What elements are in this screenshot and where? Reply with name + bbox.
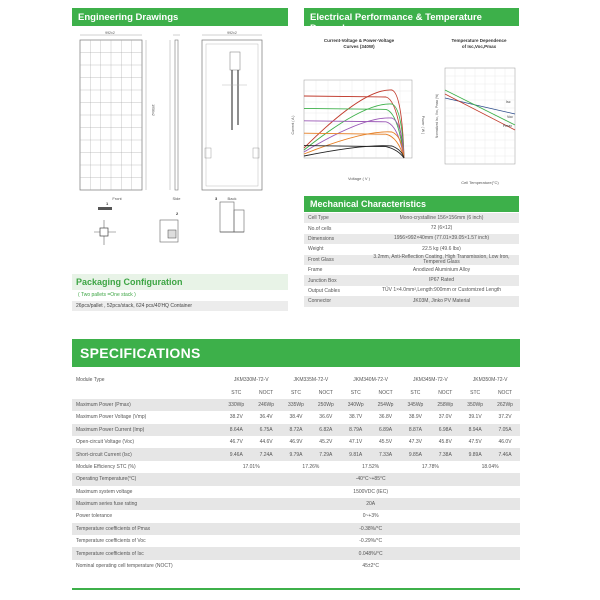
iv-y2label: Power ( W ) — [421, 115, 425, 135]
mechanical-row — [304, 265, 519, 275]
model-name: JKM340M-72-V — [353, 377, 388, 384]
shared-spec-label: Nominal operating cell temperature (NOCT) — [76, 563, 173, 570]
mechanical-row — [304, 213, 519, 223]
stc-header: STC — [290, 389, 301, 396]
spec-value: 47.1V — [349, 439, 363, 446]
mechanical-key: Cell Type — [304, 213, 364, 223]
spec-value: 6.89A — [371, 424, 401, 436]
spec-value: 45.2V — [319, 439, 333, 446]
mechanical-value: Mono-crystalline 156×156mm (6 inch) — [364, 213, 519, 223]
mechanical-row — [304, 255, 519, 265]
shared-spec-value: 45±2°C — [362, 563, 380, 570]
mechanical-row — [304, 244, 519, 254]
shared-spec-value: -0.38%/°C — [221, 523, 520, 535]
spec-value: 38.4V — [289, 414, 303, 421]
shared-spec-value: 20A — [221, 498, 520, 510]
spec-value: 36.8V — [379, 414, 393, 421]
shared-spec-value: 0~+3% — [362, 513, 379, 520]
mechanical-title: Mechanical Characteristics — [310, 199, 427, 209]
shared-spec-label: Operating Temperature(°C) — [72, 473, 221, 485]
spec-value: 47.3V — [408, 439, 422, 446]
efficiency-label: Module Efficiency STC (%) — [76, 463, 136, 470]
side-view-drawing — [170, 35, 180, 190]
spec-value: 8.64A — [221, 424, 251, 436]
shared-spec-row — [72, 473, 520, 485]
front-width-label: 992±2 — [105, 31, 115, 35]
shared-spec-label: Power tolerance — [76, 513, 113, 520]
efficiency-row — [72, 461, 520, 473]
spec-row — [72, 411, 520, 423]
specifications-header — [72, 339, 520, 367]
iv-chart-title: Current-Voltage & Power-Voltage — [323, 38, 395, 43]
spec-value: 38.7V — [349, 414, 363, 421]
spec-value: 340Wp — [341, 399, 371, 411]
noct-header: NOCT — [497, 389, 513, 396]
noct-header: NOCT — [318, 389, 333, 396]
mechanical-row — [304, 275, 519, 285]
specifications-table — [72, 374, 520, 572]
noct-header: NOCT — [259, 389, 274, 396]
spec-value: 36.6V — [319, 414, 333, 421]
temp-ylabel: Normalized Isc, Voc, Pmax (%) — [435, 94, 439, 138]
legend-voc: Voc — [507, 115, 513, 119]
legend-pmax: Pmax — [503, 124, 512, 128]
shared-spec-row — [72, 498, 520, 510]
spec-value: 9.89A — [460, 448, 490, 460]
shared-spec-row — [72, 523, 520, 535]
temp-chart-title: Temperature Dependence — [451, 38, 507, 43]
model-name: JKM345M-72-V — [412, 377, 448, 384]
spec-value: 39.1V — [468, 414, 482, 421]
stc-header: STC — [231, 389, 242, 396]
shared-spec-row — [72, 486, 520, 498]
iv-xlabel: Voltage ( V ) — [347, 176, 371, 181]
front-view-drawing — [80, 31, 155, 190]
mechanical-header — [304, 196, 519, 212]
spec-value: 9.79A — [281, 448, 311, 460]
spec-value: 7.24A — [251, 448, 281, 460]
spec-value: 6.75A — [251, 424, 281, 436]
spec-label: Open-circuit Voltage (Voc) — [76, 439, 135, 446]
spec-value: 38.9V — [408, 414, 422, 421]
mechanical-key: No.of cells — [308, 225, 332, 232]
detail-label-2: 2 — [176, 211, 179, 216]
spec-value: 330Wp — [221, 399, 251, 411]
side-view-label: Side — [172, 196, 181, 201]
mechanical-row — [304, 296, 519, 306]
efficiency-value: 18.04% — [481, 463, 499, 470]
spec-value: 45.5V — [379, 439, 393, 446]
spec-label: Maximum Power Voltage (Vmp) — [76, 414, 147, 421]
spec-value: 262Wp — [490, 399, 520, 411]
spec-value: 7.05A — [490, 424, 520, 436]
back-width-label: 992±2 — [227, 31, 237, 35]
spec-value: 335Wp — [281, 399, 311, 411]
spec-label: Maximum Power (Pmax) — [72, 399, 221, 411]
mechanical-key: Output Cables — [308, 287, 340, 294]
iv-chart-subtitle: Curves (340W) — [343, 44, 375, 49]
electrical-title: Electrical Performance & Temperature Dependence — [310, 12, 482, 34]
spec-value: 7.38A — [430, 448, 460, 460]
spec-value: 37.0V — [438, 414, 452, 421]
spec-value: 9.85A — [400, 448, 430, 460]
temp-chart-plot — [445, 68, 515, 164]
efficiency-value: 17.78% — [421, 463, 439, 470]
spec-row — [72, 399, 520, 411]
mechanical-value: TÜV 1×4.0mm²,Length:900mm or Customized Length — [381, 287, 502, 294]
shared-spec-row — [72, 560, 520, 572]
front-view-label: Front — [112, 196, 122, 201]
spec-value: 7.29A — [311, 448, 341, 460]
detail-drawing-2 — [160, 211, 179, 242]
efficiency-value: 17.26% — [302, 463, 320, 470]
spec-value: 258Wp — [430, 399, 460, 411]
spec-value: 46.0V — [498, 439, 512, 446]
shared-spec-label: Temperature coefficients of Isc — [72, 547, 221, 559]
spec-value: 7.46A — [490, 448, 520, 460]
noct-header: NOCT — [378, 389, 393, 396]
mechanical-row — [304, 223, 519, 233]
detail-label-3: 3 — [215, 196, 218, 201]
spec-value: 6.98A — [430, 424, 460, 436]
spec-value: 8.72A — [281, 424, 311, 436]
mechanical-value: 1956×992×40mm (77.01×39.05×1.57 inch) — [364, 234, 519, 244]
electrical-performance-header — [304, 8, 519, 34]
spec-label: Short-circuit Current (Isc) — [72, 448, 221, 460]
engineering-drawings-header — [72, 8, 288, 26]
spec-value: 37.2V — [498, 414, 512, 421]
legend-isc: Isc — [506, 100, 511, 104]
spec-value: 9.81A — [341, 448, 371, 460]
packaging-line: 26pcs/pallet , 52pcs/stack, 624 pcs/40'HQ Container — [72, 301, 288, 311]
mechanical-key: Frame — [308, 267, 323, 274]
spec-value: 8.87A — [400, 424, 430, 436]
stc-header: STC — [410, 389, 421, 396]
iv-chart-plot — [304, 80, 412, 158]
shared-spec-row — [72, 547, 520, 559]
spec-value: 46.9V — [289, 439, 303, 446]
mechanical-row — [304, 234, 519, 244]
mechanical-row — [304, 286, 519, 296]
shared-spec-value: -0.29%/°C — [359, 538, 383, 545]
spec-value: 44.6V — [259, 439, 273, 446]
spec-value: 254Wp — [371, 399, 401, 411]
mechanical-key: Connector — [304, 296, 364, 306]
mechanical-table — [304, 213, 519, 307]
shared-spec-row — [72, 510, 520, 522]
engineering-title: Engineering Drawings — [78, 12, 179, 23]
stc-header: STC — [470, 389, 481, 396]
spec-value: 38.2V — [229, 414, 243, 421]
mechanical-value: 3.2mm, Anti-Reflection Coating, High Transmission, Low Iron, Tempered Glass — [364, 255, 519, 265]
iv-ylabel: Current ( A ) — [291, 115, 295, 135]
spec-value: 9.46A — [221, 448, 251, 460]
spec-value: 350Wp — [460, 399, 490, 411]
shared-spec-label: Temperature coefficients of Pmax — [72, 523, 221, 535]
mechanical-value: IP67 Rated — [364, 275, 519, 285]
back-view-label: Back — [227, 196, 237, 201]
mechanical-value: 72 (6×12) — [430, 225, 453, 232]
model-name: JKM330M-72-V — [233, 377, 269, 384]
spec-row — [72, 448, 520, 460]
spec-row — [72, 436, 520, 448]
noct-header: NOCT — [438, 389, 453, 396]
shared-spec-label: Maximum system voltage — [76, 488, 133, 495]
spec-value: 8.79A — [341, 424, 371, 436]
mechanical-value: JK03M, Jinko PV Material — [364, 296, 519, 306]
spec-label: Maximum Power Current (Imp) — [72, 424, 221, 436]
shared-spec-value: 1500VDC (IEC) — [353, 488, 389, 495]
spec-value: 6.82A — [311, 424, 341, 436]
detail-drawing-3 — [215, 196, 244, 232]
spec-value: 47.5V — [468, 439, 482, 446]
detail-label-1: 1 — [106, 201, 109, 206]
mechanical-key: Junction Box — [304, 275, 364, 285]
model-name: JKM350M-72-V — [472, 377, 508, 384]
efficiency-value: 17.52% — [362, 463, 380, 470]
spec-value: 36.4V — [259, 414, 273, 421]
spec-row — [72, 424, 520, 436]
spec-value: 7.33A — [371, 448, 401, 460]
electrical-charts — [291, 30, 520, 190]
packaging-subtitle: ( Two pallets =One stack ) — [78, 292, 136, 298]
spec-value: 8.94A — [460, 424, 490, 436]
model-row — [72, 374, 520, 386]
stc-header: STC — [350, 389, 361, 396]
spec-value: 345Wp — [400, 399, 430, 411]
shared-spec-row — [72, 535, 520, 547]
module-type-label: Module Type — [76, 377, 105, 384]
packaging-title: Packaging Configuration — [72, 274, 288, 290]
spec-value: 45.8V — [438, 439, 452, 446]
condition-row — [72, 386, 520, 398]
temp-chart-subtitle: of Isc,Voc,Pmax — [461, 44, 497, 49]
condition-label-empty — [72, 386, 221, 398]
specifications-title: SPECIFICATIONS — [80, 345, 201, 361]
spec-value: 246Wp — [251, 399, 281, 411]
shared-spec-value: 0.048%/°C — [221, 547, 520, 559]
shared-spec-value: -40°C~+85°C — [221, 473, 520, 485]
front-height-label: 1956±2 — [151, 104, 155, 116]
efficiency-value: 17.01% — [242, 463, 260, 470]
shared-spec-label: Temperature coefficients of Voc — [76, 538, 146, 545]
model-name: JKM335M-72-V — [293, 377, 329, 384]
specifications-bottom-rule — [72, 588, 520, 590]
mechanical-key: Weight — [308, 246, 324, 253]
mechanical-key: Dimensions — [304, 234, 364, 244]
engineering-drawings — [72, 30, 288, 270]
spec-value: 46.7V — [229, 439, 243, 446]
spec-value: 250Wp — [311, 399, 341, 411]
shared-spec-label: Maximum series fuse rating — [72, 498, 221, 510]
back-view-drawing — [202, 31, 262, 190]
mechanical-key: Front Glass — [304, 255, 364, 265]
mechanical-value: Anodized Aluminium Alloy — [412, 266, 471, 273]
mechanical-value: 22.5 kg (49.6 lbs) — [422, 245, 461, 252]
detail-drawing-1 — [94, 201, 116, 245]
temp-xlabel: Cell Temperature(°C) — [461, 180, 499, 185]
